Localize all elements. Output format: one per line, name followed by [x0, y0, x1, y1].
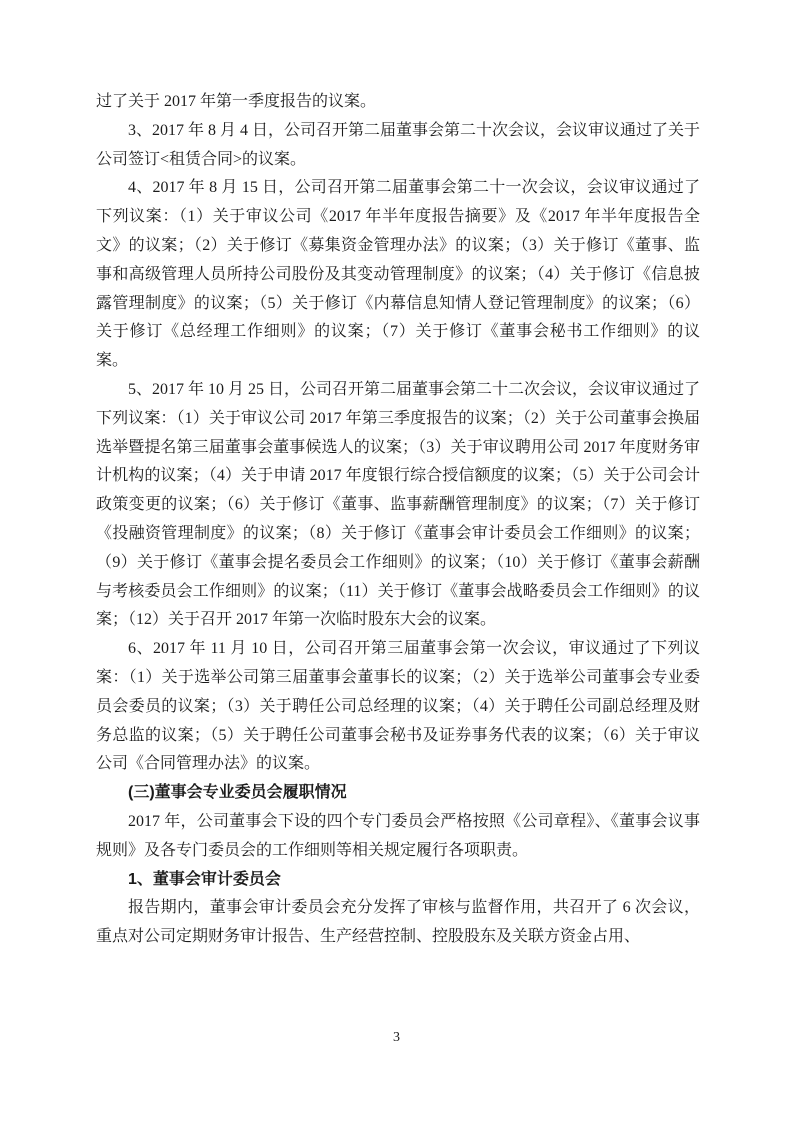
paragraph-meeting-20: 3、2017 年 8 月 4 日，公司召开第二届董事会第二十次会议，会议审议通过了关于公司签订<租赁合同>的议案。: [96, 121, 701, 168]
paragraph-meeting-22: 5、2017 年 10 月 25 日，公司召开第二届董事会第二十二次会议，会议审议通过了下列议案：（1）关于审议公司 2017 年第三季度报告的议案；（2）关于公司董事会换届选举暨提名第三届董事会董事候选人的议案；（3）关于审议聘用公司 2017 年度财务审计机构的议案；（4）关于申请 2017 年度银行综合授信额度的议案；（5）关于公司会计政策变更的议案；（6）关于修订《董事、监事薪酬管理制度》的议案；（7）关于修订《投融资管理制度》的议案；（8）关于修订《董事会审计委员会工作细则》的议案；（9）关于修订《董事会提名委员会工作细则》的议案；（10）关于修订《董事会薪酬与考核委员会工作细则》的议案；（11）关于修订《董事会战略委员会工作细则》的议案；（12）关于召开 2017 年第一次临时股东大会的议案。: [96, 380, 701, 629]
page-number: 3: [393, 1030, 400, 1045]
subsection-heading-audit-committee: 1、董事会审计委员会: [128, 870, 281, 888]
paragraph-meeting-21: 4、2017 年 8 月 15 日，公司召开第二届董事会第二十一次会议，会议审议通过了下列议案：（1）关于审议公司《2017 年半年度报告摘要》及《2017 年半年度报告全文》的议案；（2）关于修订《募集资金管理办法》的议案；（3）关于修订《董事、监事和高级管理人员所持公司股份及其变动管理制度》的议案；（4）关于修订《信息披露管理制度》的议案；（5）关于修订《内幕信息知情人登记管理制度》的议案；（6）关于修订《总经理工作细则》的议案；（7）关于修订《董事会秘书工作细则》的议案。: [96, 179, 700, 370]
paragraph-continuation-q1-report: 过了关于 2017 年第一季度报告的议案。: [96, 93, 377, 110]
paragraph-meeting-3rd-board-1st: 6、2017 年 11 月 10 日，公司召开第三届董事会第一次会议，审议通过了下列议案：（1）关于选举公司第三届董事会董事长的议案；（2）关于选举公司董事会专业委员会委员的议案；（3）关于聘任公司总经理的议案；（4）关于聘任公司副总经理及财务总监的议案；（5）关于聘任公司董事会秘书及证券事务代表的议案；（6）关于审议公司《合同管理办法》的议案。: [96, 640, 700, 773]
paragraph-audit-committee-report: 报告期内，董事会审计委员会充分发挥了审核与监督作用，共召开了 6 次会议，重点对公司定期财务审计报告、生产经营控制、控股股东及关联方资金占用、: [96, 899, 700, 946]
section-heading-special-committees: (三)董事会专业委员会履职情况: [128, 784, 347, 802]
paragraph-committees-overview: 2017 年，公司董事会下设的四个专门委员会严格按照《公司章程》、《董事会议事规则》及各专门委员会的工作细则等相关规定履行各项职责。: [96, 812, 700, 859]
document-text-block: [96, 88, 700, 952]
